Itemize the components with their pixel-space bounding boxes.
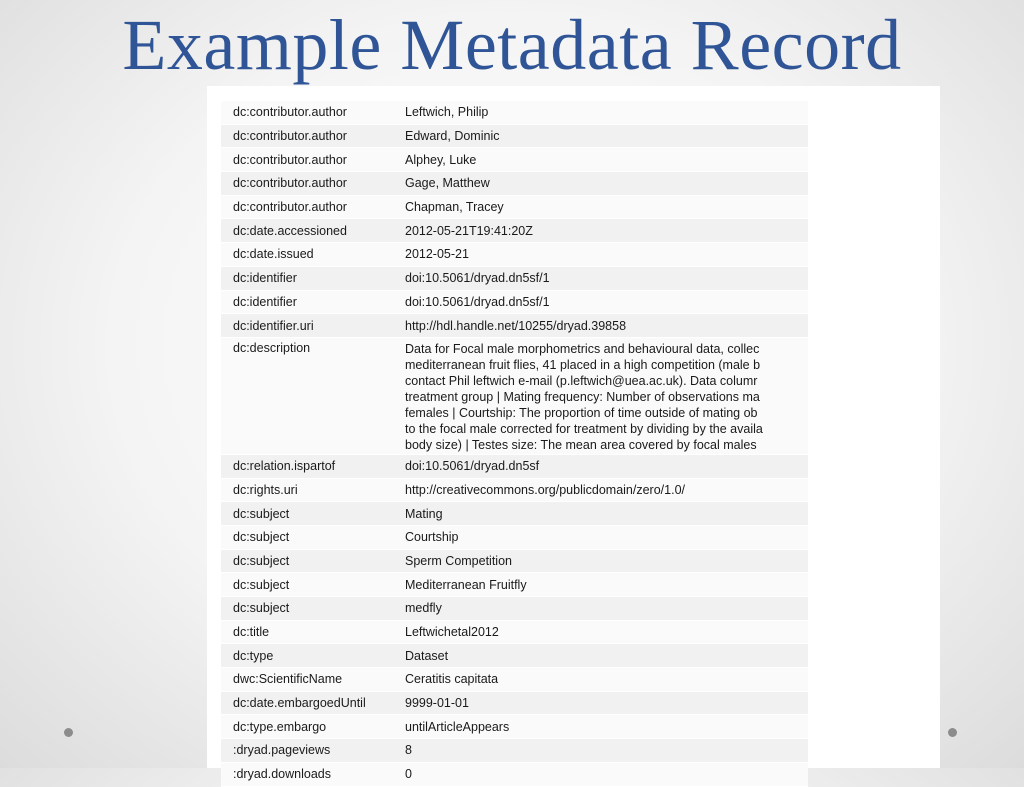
metadata-row <box>221 549 808 573</box>
field-value: Leftwich, Philip <box>394 101 808 124</box>
field-name: dc:date.embargoedUntil <box>221 691 394 715</box>
field-name: dc:contributor.author <box>221 148 394 172</box>
field-name: dc:contributor.author <box>221 195 394 219</box>
field-value: Dataset <box>394 644 808 668</box>
field-name: dc:identifier.uri <box>221 314 394 338</box>
field-value: Gage, Matthew <box>394 172 808 196</box>
metadata-row <box>221 290 808 314</box>
field-value: Leftwichetal2012 <box>394 620 808 644</box>
field-value: doi:10.5061/dryad.dn5sf/1 <box>394 290 808 314</box>
metadata-row <box>221 573 808 597</box>
metadata-row <box>221 620 808 644</box>
field-value: doi:10.5061/dryad.dn5sf <box>394 454 808 478</box>
metadata-row <box>221 243 808 267</box>
metadata-row <box>221 195 808 219</box>
field-value: 2012-05-21 <box>394 243 808 267</box>
metadata-row <box>221 715 808 739</box>
metadata-row <box>221 337 808 454</box>
metadata-row <box>221 691 808 715</box>
field-name: dc:description <box>221 337 394 454</box>
metadata-row <box>221 101 808 124</box>
metadata-row <box>221 266 808 290</box>
field-value: Chapman, Tracey <box>394 195 808 219</box>
metadata-row <box>221 597 808 621</box>
field-value <box>394 337 808 454</box>
field-value: 9999-01-01 <box>394 691 808 715</box>
field-value: medfly <box>394 597 808 621</box>
field-name: dc:subject <box>221 549 394 573</box>
field-value: Mating <box>394 502 808 526</box>
field-name: dc:contributor.author <box>221 101 394 124</box>
field-value: Alphey, Luke <box>394 148 808 172</box>
field-name: dc:date.accessioned <box>221 219 394 243</box>
field-value: doi:10.5061/dryad.dn5sf/1 <box>394 266 808 290</box>
field-name: dc:identifier <box>221 290 394 314</box>
right-bullet-dot <box>948 728 957 737</box>
field-value: Edward, Dominic <box>394 124 808 148</box>
metadata-row <box>221 739 808 763</box>
field-name: dc:subject <box>221 597 394 621</box>
field-name: :dryad.pageviews <box>221 739 394 763</box>
slide-title: Example Metadata Record <box>122 5 902 85</box>
field-name: dwc:ScientificName <box>221 668 394 692</box>
metadata-row <box>221 148 808 172</box>
metadata-row <box>221 644 808 668</box>
metadata-row <box>221 668 808 692</box>
metadata-row <box>221 314 808 338</box>
metadata-table <box>221 101 808 787</box>
field-name: dc:identifier <box>221 266 394 290</box>
field-value: Ceratitis capitata <box>394 668 808 692</box>
metadata-row <box>221 502 808 526</box>
field-value: Courtship <box>394 525 808 549</box>
field-value: http://hdl.handle.net/10255/dryad.39858 <box>394 314 808 338</box>
field-value: 0 <box>394 762 808 786</box>
metadata-row <box>221 124 808 148</box>
field-name: dc:subject <box>221 502 394 526</box>
field-value: 2012-05-21T19:41:20Z <box>394 219 808 243</box>
field-name: dc:subject <box>221 573 394 597</box>
left-bullet-dot <box>64 728 73 737</box>
metadata-row <box>221 172 808 196</box>
field-name: dc:type.embargo <box>221 715 394 739</box>
field-name: dc:relation.ispartof <box>221 454 394 478</box>
metadata-row <box>221 454 808 478</box>
field-value: http://creativecommons.org/publicdomain/zero/1.0/ <box>394 478 808 502</box>
metadata-row <box>221 525 808 549</box>
field-value: Mediterranean Fruitfly <box>394 573 808 597</box>
field-name: dc:contributor.author <box>221 124 394 148</box>
metadata-row <box>221 219 808 243</box>
field-value: Sperm Competition <box>394 549 808 573</box>
field-name: dc:type <box>221 644 394 668</box>
field-name: dc:rights.uri <box>221 478 394 502</box>
metadata-record-panel <box>207 86 940 782</box>
field-name: dc:contributor.author <box>221 172 394 196</box>
metadata-row <box>221 762 808 786</box>
field-name: dc:subject <box>221 525 394 549</box>
field-value: 8 <box>394 739 808 763</box>
field-name: :dryad.downloads <box>221 762 394 786</box>
field-value: untilArticleAppears <box>394 715 808 739</box>
description-text: Data for Focal male morphometrics and behavioural data, collec mediterranean fruit flies, 41 placed in a high competition (male b contact Phil leftwich e-mail (p.leftwich@uea.ac.uk). Data columr treatment group | Mating frequency: Number of observations ma females | Courtship: The proportion of time outside of mating ob to the focal male corrected for treatment by dividing by the availa body size) | Testes size: The mean area covered by focal males <box>405 341 763 452</box>
field-name: dc:date.issued <box>221 243 394 267</box>
field-name: dc:title <box>221 620 394 644</box>
metadata-row <box>221 478 808 502</box>
